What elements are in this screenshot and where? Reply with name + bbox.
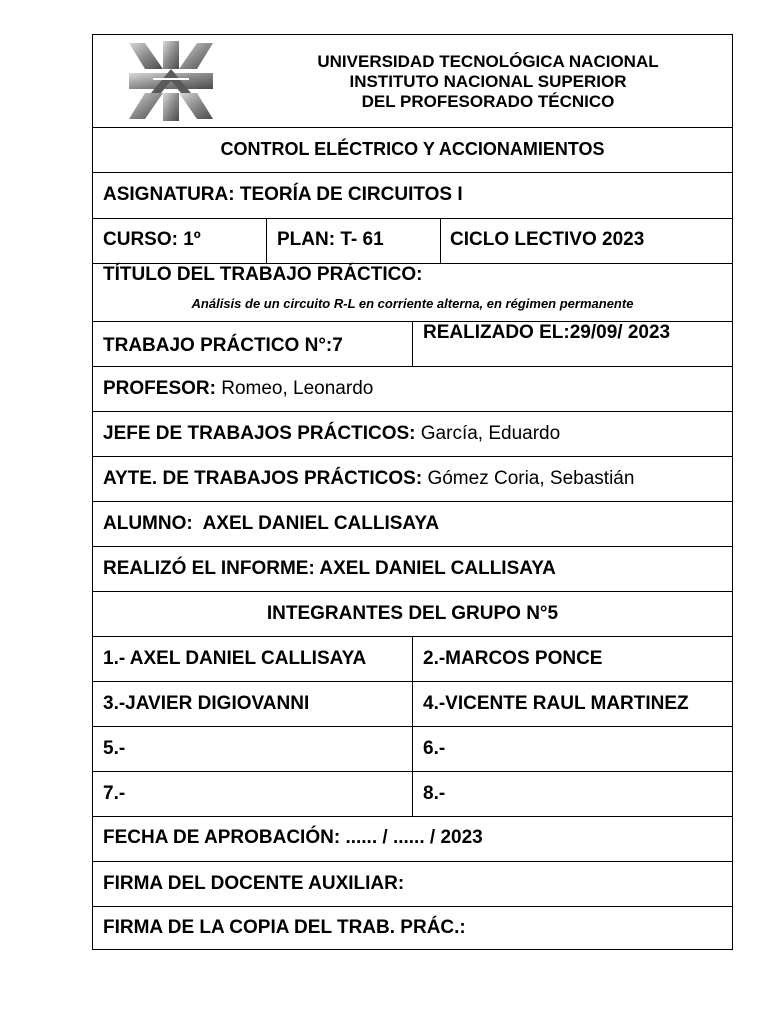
plan-value: T- 61 (340, 229, 384, 250)
curso-label: CURSO: (103, 229, 178, 250)
integrante-cell (93, 637, 413, 681)
fecha-aprobacion-label: FECHA DE APROBACIÓN: (103, 827, 341, 848)
ayte-tp-value: Gómez Coria, Sebastián (427, 468, 635, 489)
integrantes-row (93, 772, 732, 817)
realizo-informe-label: REALIZÓ EL INFORME: (103, 558, 315, 579)
integrante-cell (93, 772, 413, 816)
titulo-label: TÍTULO DEL TRABAJO PRÁCTICO: (103, 264, 423, 285)
tp-row (93, 322, 732, 367)
integrante-cell (93, 682, 413, 726)
plan-label: PLAN: (277, 229, 336, 250)
integrante-name: 4.-VICENTE RAUL MARTINEZ (423, 693, 689, 714)
alumno-row (93, 502, 732, 547)
institution-line-3: DEL PROFESORADO TÉCNICO (361, 92, 615, 111)
firma-copia-row (93, 907, 732, 949)
cover-form (92, 34, 733, 950)
realizado-value: 29/09/ 2023 (569, 322, 671, 343)
integrante-name: 6.- (423, 738, 446, 759)
fecha-aprobacion-value: ...... / ...... / 2023 (345, 827, 483, 848)
realizado-label: REALIZADO EL: (423, 322, 570, 343)
header-row (93, 35, 732, 128)
plan-cell (267, 219, 441, 263)
integrantes-row (93, 637, 732, 682)
asignatura-label: ASIGNATURA: (103, 184, 235, 205)
ciclo-value: 2023 (602, 229, 645, 250)
grupo-title-row (93, 592, 732, 637)
profesor-row (93, 367, 732, 412)
grupo-title: INTEGRANTES DEL GRUPO N°5 (266, 603, 559, 624)
utn-logo-icon (123, 35, 219, 127)
integrante-cell (413, 772, 732, 816)
fecha-aprobacion-row (93, 817, 732, 862)
tp-numero-label: TRABAJO PRÁCTICO N°: (103, 335, 333, 356)
ciclo-label: CICLO LECTIVO (450, 229, 597, 250)
asignatura-field (103, 184, 463, 206)
department-title: CONTROL ELÉCTRICO Y ACCIONAMIENTOS (220, 139, 605, 159)
integrante-cell (413, 637, 732, 681)
ciclo-cell (441, 219, 732, 263)
firma-docente-row (93, 862, 732, 907)
realizo-informe-row (93, 547, 732, 592)
realizado-cell (413, 322, 732, 366)
tp-numero-value: 7 (332, 335, 343, 356)
department-row (93, 128, 732, 173)
curso-cell (93, 219, 267, 263)
profesor-label: PROFESOR: (103, 378, 216, 399)
integrantes-row (93, 727, 732, 772)
jefe-tp-label: JEFE DE TRABAJOS PRÁCTICOS: (103, 423, 416, 444)
institution-line-2: INSTITUTO NACIONAL SUPERIOR (349, 72, 627, 91)
integrante-name: 8.- (423, 783, 446, 804)
ayte-tp-row (93, 457, 732, 502)
integrante-name: 5.- (103, 738, 126, 759)
firma-copia-label: FIRMA DE LA COPIA DEL TRAB. PRÁC.: (103, 917, 466, 938)
integrante-cell (413, 682, 732, 726)
integrante-name: 3.-JAVIER DIGIOVANNI (103, 693, 310, 714)
institution-line-1: UNIVERSIDAD TECNOLÓGICA NACIONAL (317, 52, 659, 71)
alumno-value: AXEL DANIEL CALLISAYA (202, 513, 440, 534)
integrante-name: 2.-MARCOS PONCE (423, 648, 603, 669)
integrantes-row (93, 682, 732, 727)
titulo-row (93, 264, 732, 322)
profesor-value: Romeo, Leonardo (221, 378, 374, 399)
curso-plan-row (93, 219, 732, 264)
integrante-cell (93, 727, 413, 771)
integrante-cell (413, 727, 732, 771)
asignatura-value: TEORÍA DE CIRCUITOS I (239, 184, 463, 205)
firma-docente-label: FIRMA DEL DOCENTE AUXILIAR: (103, 873, 405, 894)
realizo-informe-value: AXEL DANIEL CALLISAYA (319, 558, 556, 579)
titulo-value: Análisis de un circuito R-L en corriente alterna, en régimen permanente (191, 296, 634, 311)
integrante-name: 1.- AXEL DANIEL CALLISAYA (103, 648, 367, 669)
institution-header (285, 52, 691, 112)
tp-numero-cell (93, 322, 413, 366)
jefe-tp-value: García, Eduardo (420, 423, 561, 444)
curso-value: 1º (183, 229, 201, 250)
ayte-tp-label: AYTE. DE TRABAJOS PRÁCTICOS: (103, 468, 423, 489)
alumno-label: ALUMNO: (103, 513, 193, 534)
asignatura-row (93, 173, 732, 219)
jefe-tp-row (93, 412, 732, 457)
integrante-name: 7.- (103, 783, 126, 804)
